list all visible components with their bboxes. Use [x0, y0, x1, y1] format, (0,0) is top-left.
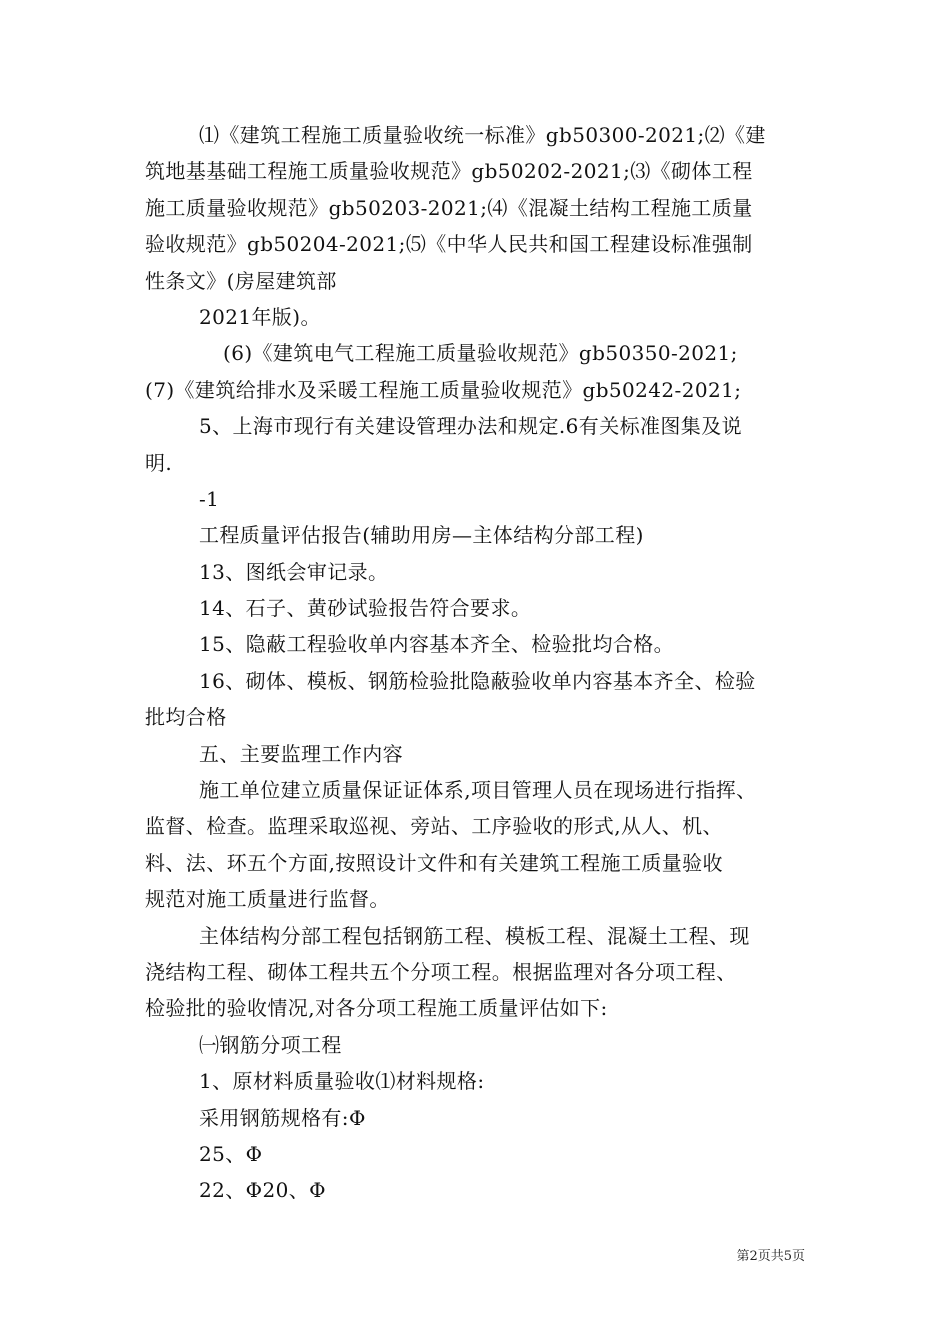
text-line: 筑地基基础工程施工质量验收规范》gb50202-2021;⑶《砌体工程 [145, 159, 753, 184]
text-line: 监督、检查。监理采取巡视、旁站、工序验收的形式,从人、机、 [145, 814, 723, 839]
text-line: 5、上海市现行有关建设管理办法和规定.6有关标准图集及说 [199, 414, 743, 439]
text-line: (7)《建筑给排水及采暖工程施工质量验收规范》gb50242-2021; [145, 377, 742, 402]
text-line: 检验批的验收情况,对各分项工程施工质量评估如下: [145, 996, 608, 1021]
text-line: 验收规范》gb50204-2021;⑸《中华人民共和国工程建设标准强制 [145, 232, 753, 257]
text-line: 工程质量评估报告(辅助用房—主体结构分部工程) [199, 523, 644, 548]
text-line: 13、图纸会审记录。 [199, 559, 389, 584]
text-line: 规范对施工质量进行监督。 [145, 887, 390, 912]
text-line: 料、法、环五个方面,按照设计文件和有关建筑工程施工质量验收 [145, 850, 723, 875]
text-line: 16、砌体、模板、钢筋检验批隐蔽验收单内容基本齐全、检验 [199, 668, 756, 693]
text-line: 15、隐蔽工程验收单内容基本齐全、检验批均合格。 [199, 632, 675, 657]
text-line: 22、Φ20、Φ [199, 1178, 326, 1203]
text-line: 五、主要监理工作内容 [199, 741, 403, 766]
document-body [145, 117, 810, 1209]
text-line: 浇结构工程、砌体工程共五个分项工程。根据监理对各分项工程、 [145, 959, 737, 984]
text-line: 2021年版)。 [199, 304, 321, 329]
text-line: (6)《建筑电气工程施工质量验收规范》gb50350-2021; [223, 341, 738, 366]
text-line: 14、石子、黄砂试验报告符合要求。 [199, 596, 532, 621]
text-line: 主体结构分部工程包括钢筋工程、模板工程、混凝土工程、现 [199, 923, 750, 948]
page-number: 第2页共5页 [736, 1249, 805, 1264]
text-line: 25、Φ [199, 1141, 263, 1166]
text-line: 采用钢筋规格有:Φ [199, 1105, 366, 1130]
text-line: -1 [199, 486, 220, 511]
text-line: 1、原材料质量验收⑴材料规格: [199, 1069, 485, 1094]
text-line: 性条文》(房屋建筑部 [145, 268, 337, 293]
text-line: 施工质量验收规范》gb50203-2021;⑷《混凝土结构工程施工质量 [145, 195, 753, 220]
text-line: ⑴《建筑工程施工质量验收统一标准》gb50300-2021;⑵《建 [199, 123, 766, 147]
text-line: ㈠钢筋分项工程 [199, 1032, 342, 1057]
text-line: 施工单位建立质量保证证体系,项目管理人员在现场进行指挥、 [199, 778, 757, 803]
text-line: 批均合格 [145, 705, 227, 730]
text-line: 明. [145, 450, 173, 475]
